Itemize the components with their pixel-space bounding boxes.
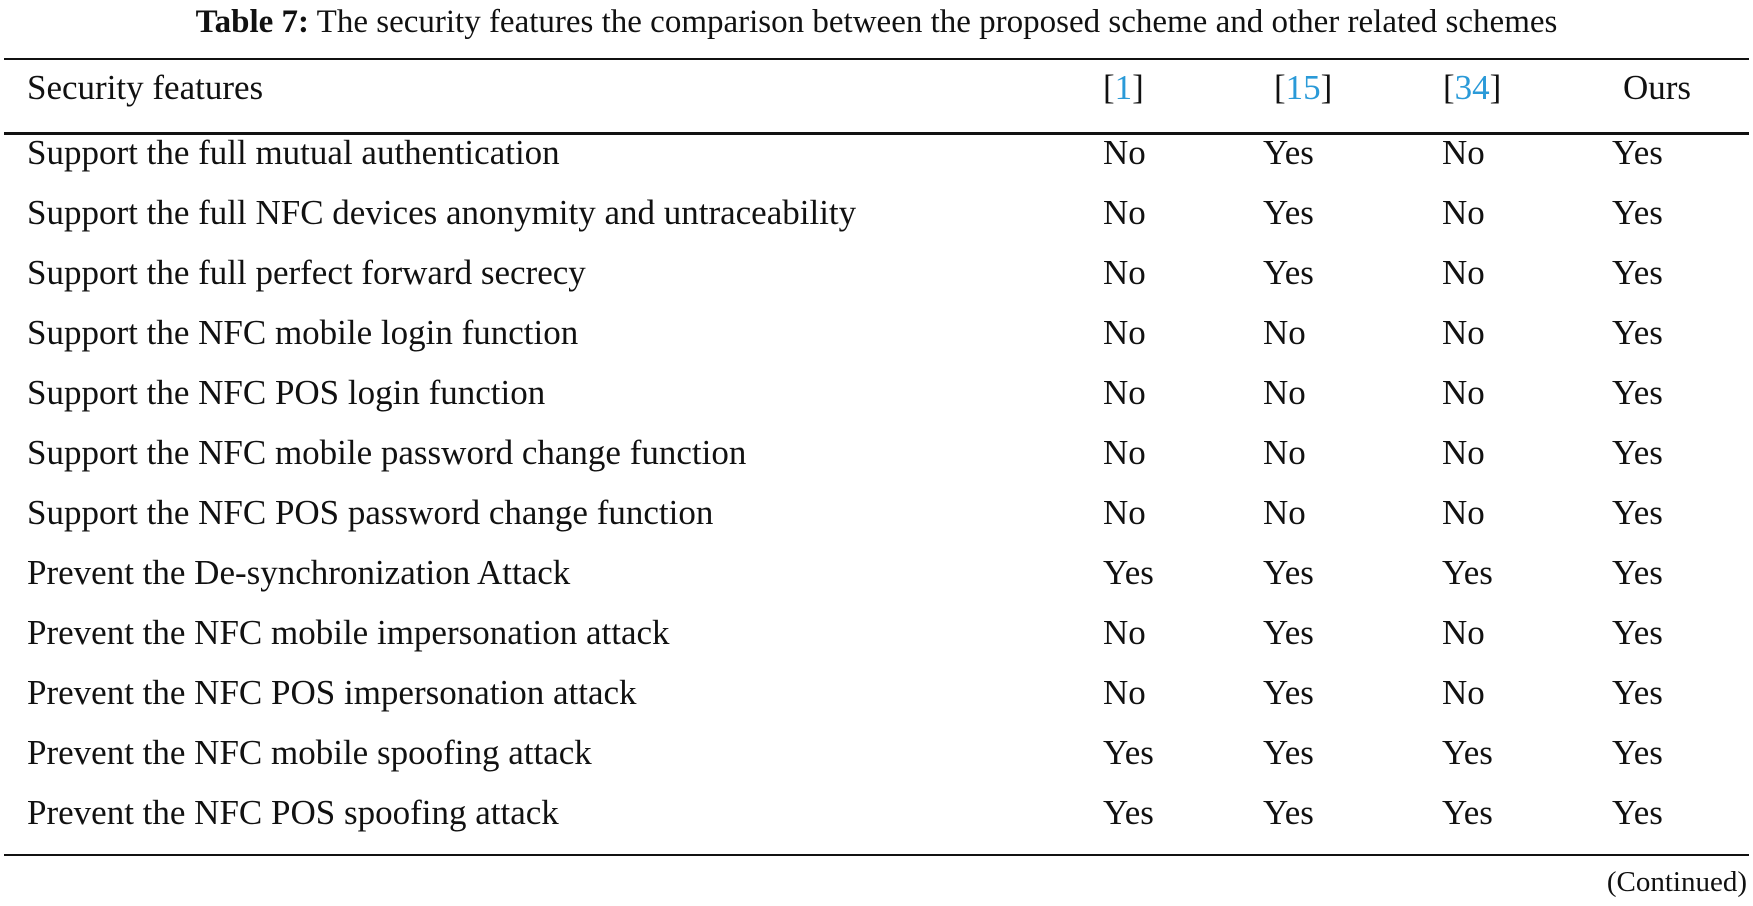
citation-link-1[interactable]: 1 xyxy=(1114,68,1133,107)
row-value-ref-1: No xyxy=(1103,433,1146,472)
row-value-ref-1: Yes xyxy=(1103,553,1154,592)
row-value-ref-34: No xyxy=(1442,193,1485,232)
row-value-ref-1: No xyxy=(1103,493,1146,532)
row-value-ref-34: Yes xyxy=(1442,553,1493,592)
row-feature: Prevent the NFC mobile spoofing attack xyxy=(27,733,592,772)
row-value-ref-1: No xyxy=(1103,193,1146,232)
row-feature: Support the NFC POS login function xyxy=(27,373,546,412)
row-feature: Prevent the NFC mobile impersonation attack xyxy=(27,613,670,652)
row-value-ref-1: No xyxy=(1103,373,1146,412)
table-row xyxy=(0,183,1753,243)
row-value-ours: Yes xyxy=(1612,613,1663,652)
table-row xyxy=(0,603,1753,663)
row-feature: Support the full mutual authentication xyxy=(27,133,560,172)
header-ref-34-open-bracket: [ xyxy=(1443,68,1455,107)
row-feature: Support the NFC POS password change function xyxy=(27,493,714,532)
row-value-ours: Yes xyxy=(1612,253,1663,292)
table-row xyxy=(0,783,1753,843)
row-value-ref-1: Yes xyxy=(1103,793,1154,832)
row-value-ref-34: No xyxy=(1442,433,1485,472)
row-value-ref-15: No xyxy=(1263,433,1306,472)
table-row xyxy=(0,123,1753,183)
citation-link-15[interactable]: 15 xyxy=(1285,68,1321,107)
row-value-ref-1: No xyxy=(1103,313,1146,352)
row-value-ref-15: Yes xyxy=(1263,793,1314,832)
table-caption-text: The security features the comparison between the proposed scheme and other related schemes xyxy=(316,4,1558,40)
header-ref-1-close-bracket: ] xyxy=(1132,68,1144,107)
row-value-ref-34: No xyxy=(1442,253,1485,292)
row-value-ref-15: Yes xyxy=(1263,193,1314,232)
table-bottom-rule xyxy=(4,854,1749,856)
row-value-ref-15: No xyxy=(1263,313,1306,352)
row-value-ref-15: Yes xyxy=(1263,553,1314,592)
row-value-ref-1: No xyxy=(1103,133,1146,172)
row-value-ref-34: No xyxy=(1442,133,1485,172)
header-ref-15 xyxy=(1274,58,1332,118)
row-value-ours: Yes xyxy=(1612,733,1663,772)
table-row xyxy=(0,543,1753,603)
row-feature: Support the NFC mobile password change function xyxy=(27,433,747,472)
table-row xyxy=(0,303,1753,363)
continued-note: (Continued) xyxy=(1606,866,1747,898)
row-value-ref-34: Yes xyxy=(1442,793,1493,832)
row-value-ours: Yes xyxy=(1612,133,1663,172)
row-value-ref-15: Yes xyxy=(1263,733,1314,772)
row-value-ours: Yes xyxy=(1612,553,1663,592)
table-row xyxy=(0,423,1753,483)
row-value-ref-15: No xyxy=(1263,373,1306,412)
table-row xyxy=(0,663,1753,723)
row-value-ref-34: No xyxy=(1442,373,1485,412)
row-value-ref-34: Yes xyxy=(1442,733,1493,772)
header-ours: Ours xyxy=(1623,68,1692,107)
table-row xyxy=(0,243,1753,303)
table-row xyxy=(0,363,1753,423)
row-value-ref-34: No xyxy=(1442,313,1485,352)
row-value-ref-15: Yes xyxy=(1263,613,1314,652)
row-value-ours: Yes xyxy=(1612,793,1663,832)
table-header-row xyxy=(0,58,1753,118)
row-feature: Prevent the NFC POS spoofing attack xyxy=(27,793,559,832)
row-value-ours: Yes xyxy=(1612,673,1663,712)
citation-link-34[interactable]: 34 xyxy=(1454,68,1490,107)
row-feature: Support the full NFC devices anonymity and untraceability xyxy=(27,193,857,232)
row-feature: Support the NFC mobile login function xyxy=(27,313,579,352)
table-caption xyxy=(0,2,1753,42)
row-value-ours: Yes xyxy=(1612,193,1663,232)
header-ref-1 xyxy=(1103,58,1144,118)
row-value-ours: Yes xyxy=(1612,493,1663,532)
row-value-ours: Yes xyxy=(1612,433,1663,472)
row-value-ref-34: No xyxy=(1442,613,1485,652)
header-ref-34 xyxy=(1443,58,1501,118)
row-value-ours: Yes xyxy=(1612,373,1663,412)
row-value-ref-1: No xyxy=(1103,613,1146,652)
row-value-ours: Yes xyxy=(1612,313,1663,352)
row-value-ref-1: Yes xyxy=(1103,733,1154,772)
header-ref-1-open-bracket: [ xyxy=(1103,68,1115,107)
table-caption-label: Table 7: xyxy=(195,4,310,40)
row-value-ref-15: Yes xyxy=(1263,133,1314,172)
row-value-ref-1: No xyxy=(1103,673,1146,712)
header-security-features: Security features xyxy=(27,68,264,107)
header-ref-15-open-bracket: [ xyxy=(1274,68,1286,107)
header-ref-15-close-bracket: ] xyxy=(1320,68,1333,107)
header-ref-34-close-bracket: ] xyxy=(1489,68,1502,107)
table-row xyxy=(0,483,1753,543)
row-value-ref-15: No xyxy=(1263,493,1306,532)
row-feature: Support the full perfect forward secrecy xyxy=(27,253,586,292)
row-value-ref-34: No xyxy=(1442,673,1485,712)
row-value-ref-15: Yes xyxy=(1263,253,1314,292)
row-value-ref-1: No xyxy=(1103,253,1146,292)
row-value-ref-15: Yes xyxy=(1263,673,1314,712)
row-feature: Prevent the De-synchronization Attack xyxy=(27,553,571,592)
table-row xyxy=(0,723,1753,783)
row-feature: Prevent the NFC POS impersonation attack xyxy=(27,673,637,712)
row-value-ref-34: No xyxy=(1442,493,1485,532)
